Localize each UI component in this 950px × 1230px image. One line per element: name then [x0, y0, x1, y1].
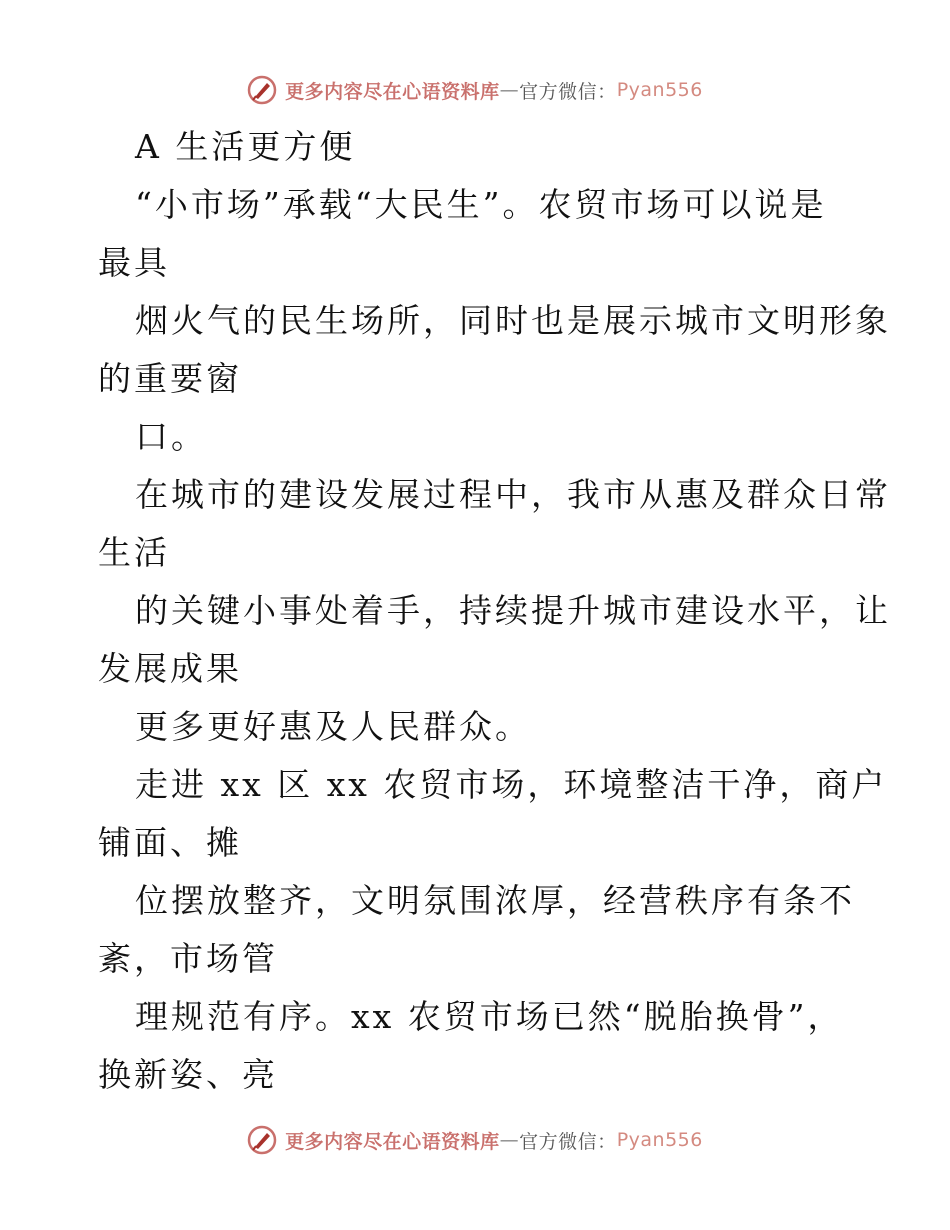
text-line: 走进 xx 区 xx 农贸市场，环境整洁干净，商户 — [135, 765, 888, 804]
text-line: 的重要窗 — [98, 359, 242, 398]
banner-wechat-label: 官方微信： — [519, 1130, 617, 1153]
text-line: 发展成果 — [98, 649, 242, 688]
text-line: 的关键小事处着手，持续提升城市建设水平，让 — [135, 591, 891, 630]
text-line: 理规范有序。xx 农贸市场已然“脱胎换骨”， — [135, 997, 844, 1036]
header-banner — [0, 70, 950, 110]
text-line: 位摆放整齐，文明氛围浓厚，经营秩序有条不 — [135, 881, 855, 920]
banner-dash: — — [499, 79, 520, 101]
text-line: 烟火气的民生场所，同时也是展示城市文明形象 — [135, 301, 891, 340]
quill-logo-icon — [247, 1125, 277, 1155]
text-line: “小市场”承载“大民生”。农贸市场可以说是 — [135, 185, 827, 224]
banner-wechat-label: 官方微信： — [519, 80, 617, 103]
text-line: 换新姿、亮 — [98, 1055, 278, 1094]
banner-dash: — — [499, 1129, 520, 1151]
text-line: 铺面、摊 — [98, 823, 242, 862]
text-line: A 生活更方便 — [135, 127, 356, 166]
banner-wechat-id: Pyan556 — [616, 79, 703, 101]
footer-banner — [0, 1120, 950, 1160]
banner-main-text: 更多内容尽在心语资料库 — [285, 1130, 500, 1153]
text-line: 在城市的建设发展过程中，我市从惠及群众日常 — [135, 475, 891, 514]
banner-wechat-id: Pyan556 — [616, 1129, 703, 1151]
text-line: 更多更好惠及人民群众。 — [135, 707, 531, 746]
text-line: 紊，市场管 — [98, 939, 278, 978]
text-line: 最具 — [98, 243, 170, 282]
quill-logo-icon — [247, 75, 277, 105]
text-line: 口。 — [135, 417, 207, 456]
banner-main-text: 更多内容尽在心语资料库 — [285, 80, 500, 103]
text-line: 生活 — [98, 533, 170, 572]
